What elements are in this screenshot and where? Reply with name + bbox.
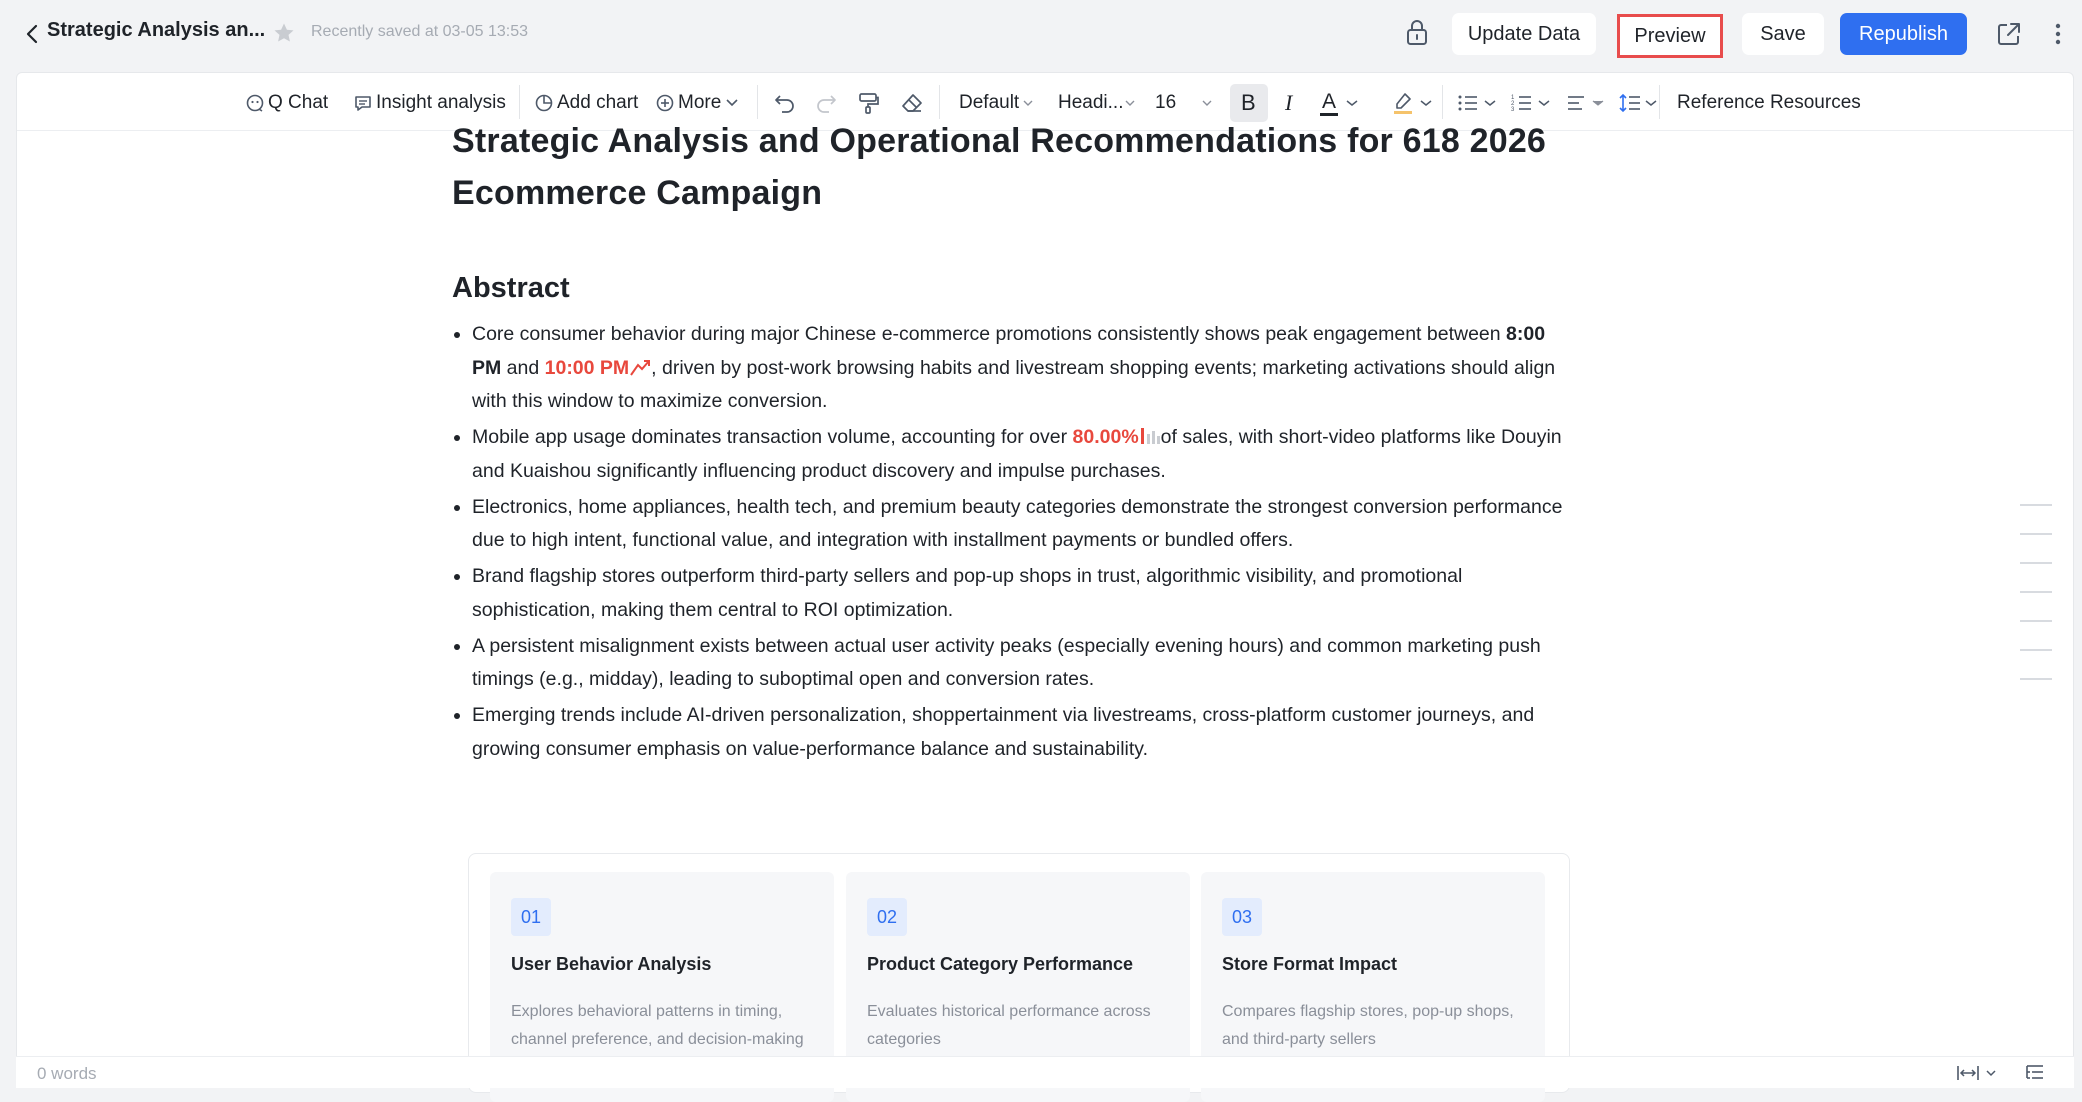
document-title[interactable]: Strategic Analysis an...: [47, 19, 266, 41]
chevron-down-icon: [725, 98, 739, 108]
bullet-list-icon: [1457, 93, 1479, 113]
reference-resources-button[interactable]: Reference Resources: [1677, 92, 1861, 113]
chevron-down-icon: [1645, 99, 1657, 107]
line-spacing-button[interactable]: [1619, 89, 1657, 117]
paragraph-style-select[interactable]: [1058, 89, 1135, 117]
bullet-text: and: [501, 356, 545, 379]
save-status-text: Recently saved at 03-05 13:53: [311, 23, 529, 40]
outline-marker[interactable]: [2020, 562, 2052, 564]
toolbar-divider: [757, 85, 758, 119]
list-item[interactable]: Electronics, home appliances, health tech, and premium beauty categories demonstrate the strongest conversion performance due to high intent, functional value, and integration with installment payments or bundled offers.: [452, 491, 1572, 558]
plus-circle-icon: [655, 93, 675, 113]
bullet-text: of sales, with short-video platforms like Douyin and Kuaishou significantly influencing product discovery and impulse purchases.: [472, 426, 1562, 482]
chevron-down-icon: [1202, 99, 1212, 107]
text-color-icon: A: [1320, 91, 1338, 116]
outline-marker[interactable]: [2020, 504, 2052, 506]
svg-text:3: 3: [1511, 107, 1515, 113]
document-content[interactable]: [452, 115, 1572, 769]
top-bar: [0, 0, 2082, 68]
format-painter-icon: [857, 91, 881, 115]
save-button[interactable]: Save: [1742, 13, 1824, 55]
list-item[interactable]: A persistent misalignment exists between actual user activity peaks (especially evening hours) and common marketing push timings (e.g., midday), leading to suboptimal open and conversion rates.: [452, 630, 1572, 697]
chat-bot-icon: [245, 93, 265, 113]
toolbar-divider: [939, 85, 940, 119]
update-data-button[interactable]: Update Data: [1452, 13, 1596, 55]
font-size-select[interactable]: [1155, 89, 1212, 117]
chevron-down-icon: [1346, 99, 1358, 107]
undo-icon: [773, 92, 797, 114]
redo-button[interactable]: [814, 89, 838, 117]
card-number: 03: [1222, 898, 1262, 936]
chevron-down-icon: [1484, 99, 1496, 107]
highlight-time-end: 10:00 PM: [544, 356, 630, 379]
outline-marker[interactable]: [2020, 620, 2052, 622]
bullet-text: , driven by post-work browsing habits and livestream shopping events; marketing activations should align with this window to maximize conversion.: [472, 356, 1556, 412]
chevron-down-icon: [1125, 99, 1135, 107]
highlight-time-start: 8:00 PM: [472, 323, 1546, 379]
font-size-value: 16: [1155, 92, 1177, 113]
more-options-icon[interactable]: [2050, 20, 2066, 48]
toolbar-divider: [1659, 85, 1660, 119]
format-painter-button[interactable]: [857, 89, 881, 117]
star-icon[interactable]: [272, 21, 296, 45]
text-color-button[interactable]: [1320, 89, 1358, 117]
add-chart-label: Add chart: [557, 92, 639, 113]
abstract-heading[interactable]: Abstract: [452, 272, 570, 304]
add-chart-button[interactable]: [534, 89, 638, 117]
highlighter-icon: [1392, 91, 1414, 115]
font-family-select[interactable]: [959, 89, 1033, 117]
document-heading[interactable]: Strategic Analysis and Operational Recommendations for 618 2026 Ecommerce Campaign: [452, 122, 1547, 212]
svg-text:2: 2: [1511, 101, 1515, 107]
bullet-list-button[interactable]: [1457, 89, 1496, 117]
bold-button[interactable]: B: [1241, 90, 1256, 115]
outline-marker[interactable]: [2020, 649, 2052, 651]
pie-chart-icon: [534, 93, 554, 113]
preview-button[interactable]: Preview: [1617, 14, 1723, 58]
paragraph-style-value: Headi...: [1058, 92, 1124, 113]
list-item[interactable]: Emerging trends include AI-driven personalization, shoppertainment via livestreams, cross-platform customer journeys, and growing consumer emphasis on value-performance balance and sustainability.: [452, 699, 1572, 766]
italic-button[interactable]: I: [1285, 90, 1293, 115]
bar-chart-icon: [1139, 426, 1161, 446]
word-count: 0 words: [37, 1064, 97, 1083]
abstract-list: [452, 318, 1572, 766]
card-title: Store Format Impact: [1222, 954, 1398, 974]
line-spacing-icon: [1619, 92, 1641, 114]
card-description: Explores behavioral patterns in timing, channel preference, and decision-making: [511, 1003, 804, 1048]
clear-format-button[interactable]: [900, 89, 924, 117]
numbered-list-icon: [1511, 93, 1533, 113]
card-number: 01: [511, 898, 551, 936]
page-width-icon[interactable]: [1956, 1063, 2000, 1083]
chevron-down-icon: [1023, 99, 1033, 107]
bullet-text: Mobile app usage dominates transaction volume, accounting for over: [472, 426, 1073, 448]
card-number: 02: [867, 898, 907, 936]
outline-marker[interactable]: [2020, 678, 2052, 680]
bullet-text: Core consumer behavior during major Chinese e-commerce promotions consistently shows peak engagement between: [472, 323, 1507, 345]
insight-analysis-label: Insight analysis: [376, 92, 506, 113]
status-bar: [16, 1056, 2074, 1088]
eraser-icon: [900, 91, 924, 115]
highlight-percentage: 80.00%: [1072, 426, 1139, 448]
comment-icon: [353, 93, 373, 113]
redo-icon: [814, 92, 838, 114]
undo-button[interactable]: [773, 89, 797, 117]
more-label: More: [678, 92, 722, 113]
open-external-icon[interactable]: [1995, 20, 2023, 48]
align-left-icon: [1566, 93, 1586, 113]
card-title: Product Category Performance: [867, 954, 1134, 974]
list-item[interactable]: [452, 421, 1572, 488]
back-icon[interactable]: [20, 20, 44, 48]
more-insert-button[interactable]: [655, 89, 739, 117]
card-description: Compares flagship stores, pop-up shops, and third-party sellers: [1222, 1003, 1514, 1048]
republish-button[interactable]: Republish: [1840, 13, 1967, 55]
outline-toggle-icon[interactable]: [2023, 1062, 2047, 1084]
svg-text:1: 1: [1511, 95, 1515, 101]
font-family-value: Default: [959, 92, 1020, 113]
numbered-list-button[interactable]: [1511, 89, 1550, 117]
align-button[interactable]: [1566, 89, 1604, 117]
lock-icon[interactable]: [1403, 18, 1431, 48]
highlight-color-button[interactable]: [1392, 89, 1432, 117]
list-item[interactable]: Brand flagship stores outperform third-party sellers and pop-up shops in trust, algorithmic visibility, and promotional sophistication, making them central to ROI optimization.: [452, 560, 1572, 627]
trend-up-icon: [629, 359, 651, 377]
q-chat-label: Q Chat: [268, 92, 329, 113]
toolbar-divider: [519, 85, 520, 119]
chevron-down-icon: [1592, 99, 1604, 107]
card-title: User Behavior Analysis: [511, 954, 712, 974]
chevron-down-icon: [1538, 99, 1550, 107]
q-chat-button[interactable]: [245, 89, 328, 117]
outline-marker[interactable]: [2020, 533, 2052, 535]
chevron-down-icon: [1420, 99, 1432, 107]
insight-analysis-button[interactable]: [353, 89, 506, 117]
list-item[interactable]: [452, 318, 1572, 419]
card-description: Evaluates historical performance across categories: [867, 1003, 1151, 1048]
outline-marker[interactable]: [2020, 591, 2052, 593]
toolbar-divider: [1442, 85, 1443, 119]
